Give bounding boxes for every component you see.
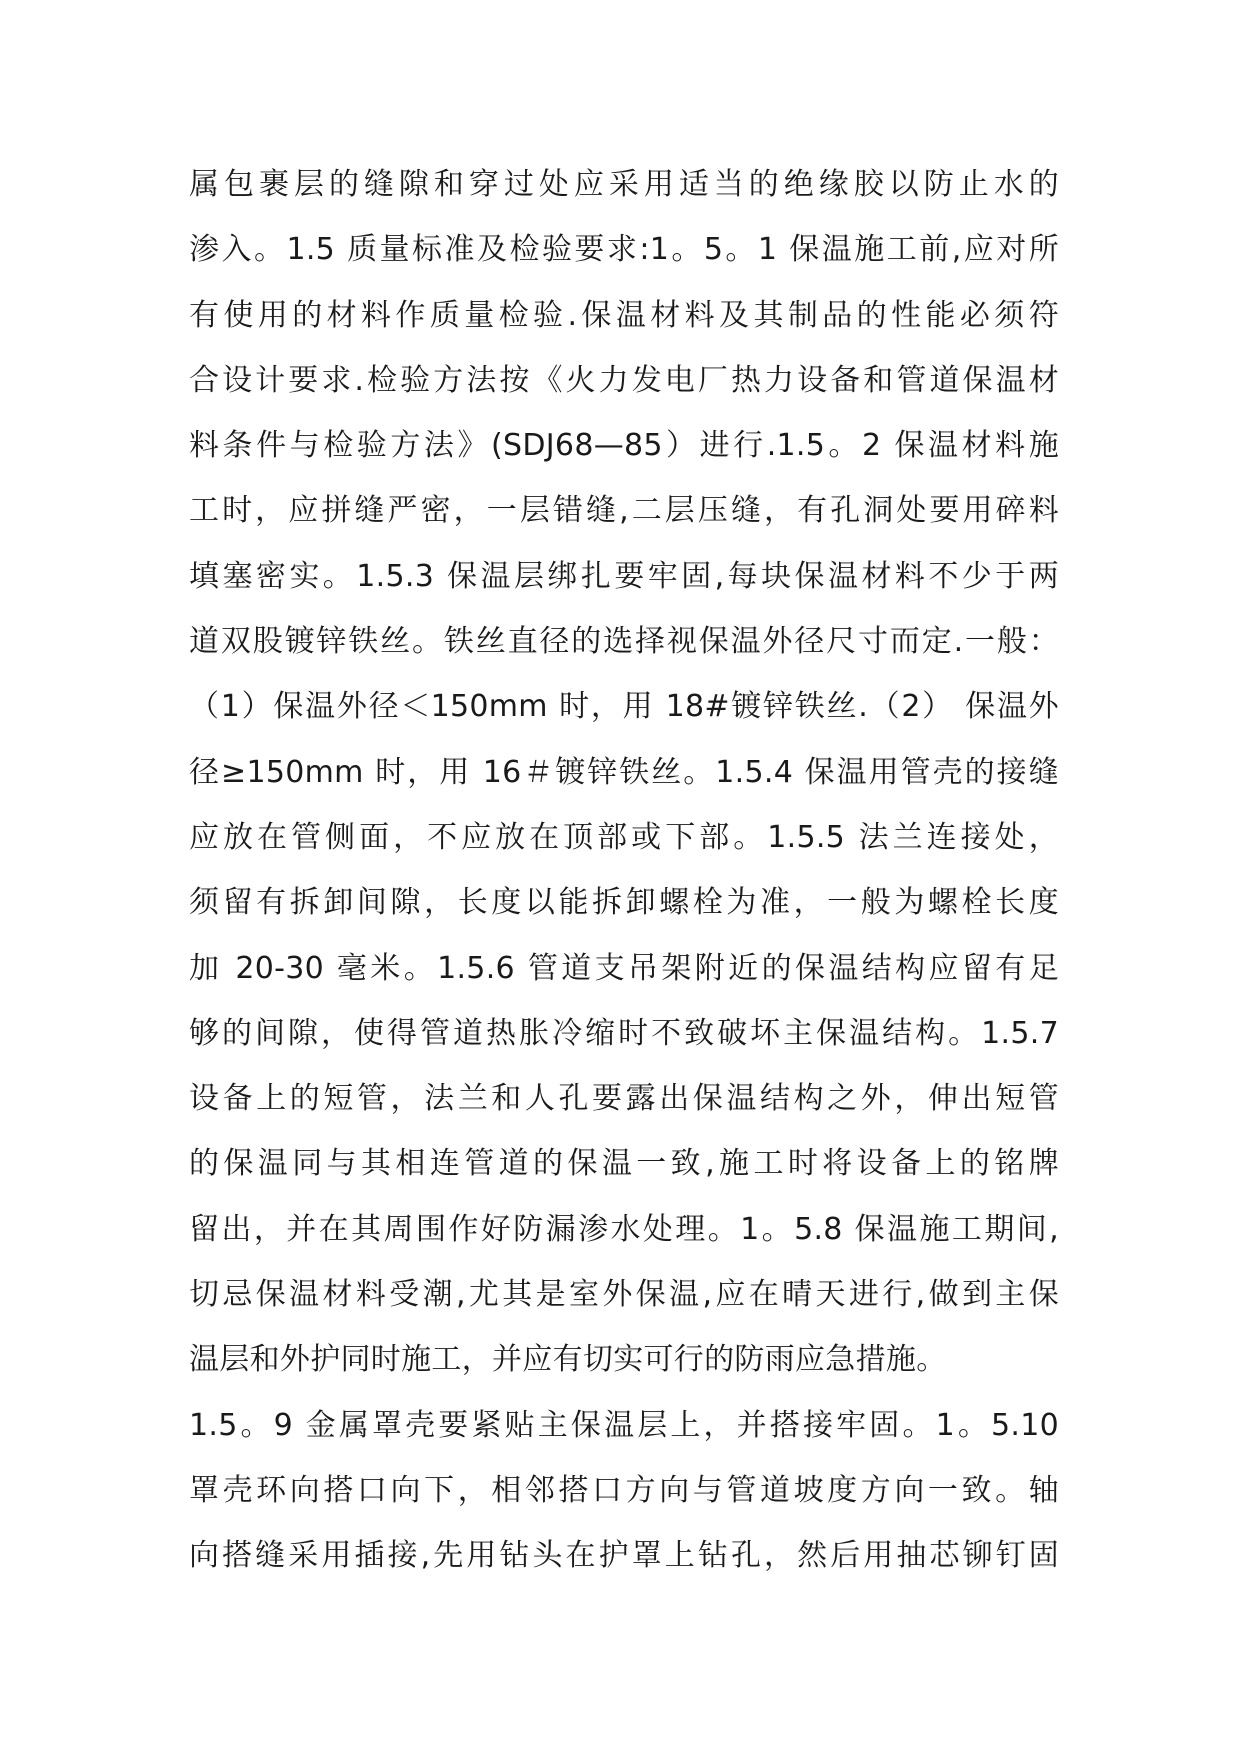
- text-line: 的保温同与其相连管道的保温一致,施工时将设备上的铭牌: [189, 1146, 1059, 1182]
- text-line: 属包裹层的缝隙和穿过处应采用适当的绝缘胶以防止水的: [189, 167, 1059, 202]
- text-line: 渗入。1.5 质量标准及检验要求:1。5。1 保温施工前,应对所: [189, 232, 1059, 268]
- body-text: [189, 152, 1059, 1589]
- text-line: 留出，并在其周围作好防漏渗水处理。1。5.8 保温施工期间,: [189, 1211, 1059, 1247]
- text-line: 应放在管侧面，不应放在顶部或下部。1.5.5 法兰连接处，: [189, 819, 1059, 855]
- text-line: 设备上的短管，法兰和人孔要露出保温结构之外，伸出短管: [189, 1081, 1059, 1117]
- text-line: 填塞密实。1.5.3 保温层绑扎要牢固,每块保温材料不少于两: [189, 558, 1059, 594]
- text-line: 料条件与检验方法》(SDJ68—85）进行.1.5。2 保温材料施: [189, 428, 1059, 464]
- text-line: 罩壳环向搭口向下，相邻搭口方向与管道坡度方向一致。轴: [189, 1472, 1059, 1508]
- text-line: 向搭缝采用插接,先用钻头在护罩上钻孔，然后用抽芯铆钉固: [189, 1538, 1059, 1574]
- text-line: 加 20-30 毫米。1.5.6 管道支吊架附近的保温结构应留有足: [189, 950, 1059, 986]
- text-line: （1）保温外径＜150mm 时，用 18#镀锌铁丝.（2） 保温外: [189, 689, 1059, 725]
- text-line: 径≥150mm 时，用 16＃镀锌铁丝。1.5.4 保温用管壳的接缝: [189, 754, 1059, 790]
- text-line: 切忌保温材料受潮,尤其是室外保温,应在晴天进行,做到主保: [189, 1277, 1059, 1313]
- text-line: 有使用的材料作质量检验.保温材料及其制品的性能必须符: [189, 297, 1059, 333]
- text-line: 须留有拆卸间隙，长度以能拆卸螺栓为准，一般为螺栓长度: [189, 885, 1059, 921]
- text-line: 温层和外护同时施工，并应有切实可行的防雨应急措施。: [189, 1342, 947, 1378]
- text-line: 工时，应拼缝严密，一层错缝,二层压缝，有孔洞处要用碎料: [189, 493, 1059, 529]
- text-line: 道双股镀锌铁丝。铁丝直径的选择视保温外径尺寸而定.一般：: [189, 624, 1059, 660]
- text-line: 够的间隙，使得管道热胀冷缩时不致破坏主保温结构。1.5.7: [189, 1015, 1059, 1051]
- text-line: 1.5。9 金属罩壳要紧贴主保温层上，并搭接牢固。1。5.10: [189, 1407, 1059, 1443]
- text-line: 合设计要求.检验方法按《火力发电厂热力设备和管道保温材: [189, 362, 1059, 398]
